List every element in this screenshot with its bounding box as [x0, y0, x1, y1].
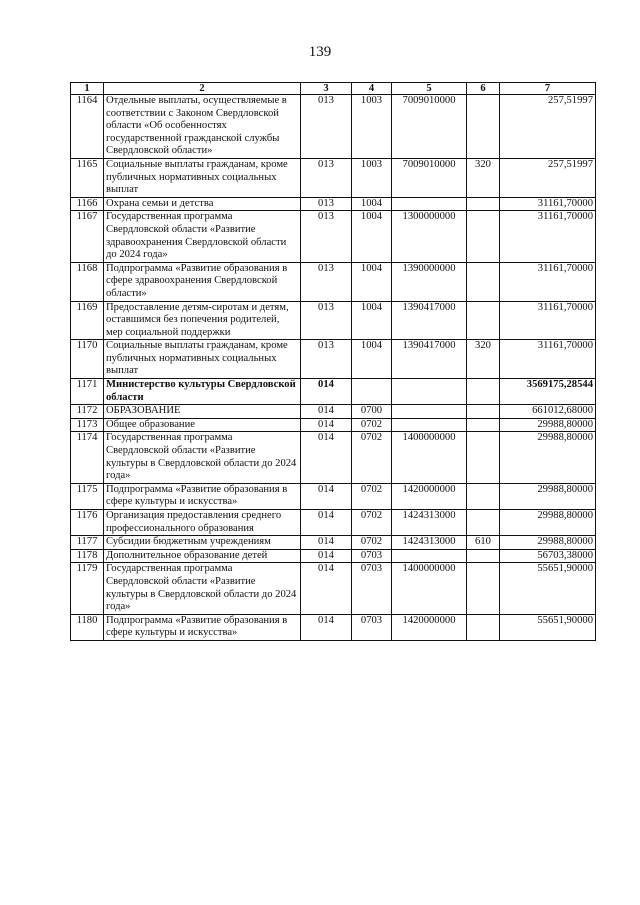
table-row: [71, 405, 596, 419]
row-amount: 31161,70000: [500, 262, 596, 301]
table-row: [71, 418, 596, 432]
row-target-article: 1400000000: [392, 563, 467, 614]
header-col-3: 3: [301, 83, 352, 95]
header-col-7: 7: [500, 83, 596, 95]
row-expense-type: [467, 614, 500, 640]
row-name: Подпрограмма «Развитие образования в сфере культуры и искусства»: [104, 483, 301, 509]
row-expense-type: [467, 483, 500, 509]
row-expense-type: [467, 405, 500, 419]
row-name: Отдельные выплаты, осуществляемые в соответствии с Законом Свердловской области «Об особенностях государственной гражданской службы Свердловской области»: [104, 95, 301, 159]
row-amount: 31161,70000: [500, 197, 596, 211]
row-expense-type: [467, 432, 500, 483]
row-code: 013: [301, 262, 352, 301]
row-code: 014: [301, 614, 352, 640]
row-target-article: [392, 405, 467, 419]
row-code: 013: [301, 301, 352, 340]
row-code: 013: [301, 340, 352, 379]
row-amount: 31161,70000: [500, 211, 596, 262]
row-number: 1170: [71, 340, 104, 379]
row-number: 1168: [71, 262, 104, 301]
row-target-article: 1390417000: [392, 301, 467, 340]
row-expense-type: 320: [467, 158, 500, 197]
table-header: [71, 83, 596, 95]
row-target-article: [392, 418, 467, 432]
row-amount: 29988,80000: [500, 483, 596, 509]
row-number: 1164: [71, 95, 104, 159]
row-section: [352, 379, 392, 405]
table-row: [71, 614, 596, 640]
row-code: 014: [301, 432, 352, 483]
row-number: 1165: [71, 158, 104, 197]
row-number: 1175: [71, 483, 104, 509]
row-code: 013: [301, 158, 352, 197]
row-amount: 29988,80000: [500, 510, 596, 536]
row-expense-type: [467, 563, 500, 614]
row-code: 013: [301, 95, 352, 159]
row-section: 0700: [352, 405, 392, 419]
row-name: Государственная программа Свердловской области «Развитие культуры в Свердловской области до 2024 года»: [104, 563, 301, 614]
row-amount: 56703,38000: [500, 549, 596, 563]
row-name: Организация предоставления среднего профессионального образования: [104, 510, 301, 536]
row-name: Подпрограмма «Развитие образования в сфере культуры и искусства»: [104, 614, 301, 640]
row-number: 1174: [71, 432, 104, 483]
row-target-article: 7009010000: [392, 95, 467, 159]
row-expense-type: [467, 379, 500, 405]
table-row: [71, 379, 596, 405]
header-col-4: 4: [352, 83, 392, 95]
header-col-6: 6: [467, 83, 500, 95]
row-section: 0702: [352, 536, 392, 550]
row-amount: 661012,68000: [500, 405, 596, 419]
row-expense-type: 320: [467, 340, 500, 379]
row-code: 014: [301, 510, 352, 536]
row-expense-type: [467, 211, 500, 262]
row-target-article: 1420000000: [392, 614, 467, 640]
row-section: 1003: [352, 95, 392, 159]
header-col-2: 2: [104, 83, 301, 95]
row-expense-type: [467, 510, 500, 536]
row-amount: 31161,70000: [500, 340, 596, 379]
row-section: 1004: [352, 262, 392, 301]
row-target-article: 7009010000: [392, 158, 467, 197]
row-code: 014: [301, 549, 352, 563]
row-target-article: 1420000000: [392, 483, 467, 509]
row-amount: 29988,80000: [500, 432, 596, 483]
row-section: 0702: [352, 432, 392, 483]
row-name: Предоставление детям-сиротам и детям, оставшимся без попечения родителей, мер социальной поддержки: [104, 301, 301, 340]
row-amount: 29988,80000: [500, 536, 596, 550]
row-number: 1172: [71, 405, 104, 419]
row-number: 1177: [71, 536, 104, 550]
row-name: Министерство культуры Свердловской области: [104, 379, 301, 405]
row-target-article: 1390000000: [392, 262, 467, 301]
row-amount: 31161,70000: [500, 301, 596, 340]
table-row: [71, 211, 596, 262]
row-section: 1004: [352, 301, 392, 340]
row-name: Государственная программа Свердловской области «Развитие культуры в Свердловской области до 2024 года»: [104, 432, 301, 483]
row-name: Подпрограмма «Развитие образования в сфере здравоохранения Свердловской области»: [104, 262, 301, 301]
table-row: [71, 536, 596, 550]
budget-table: [70, 82, 596, 641]
row-section: 1003: [352, 158, 392, 197]
row-name: Общее образование: [104, 418, 301, 432]
row-number: 1179: [71, 563, 104, 614]
row-expense-type: [467, 262, 500, 301]
row-expense-type: 610: [467, 536, 500, 550]
row-section: 1004: [352, 340, 392, 379]
row-target-article: [392, 197, 467, 211]
row-code: 013: [301, 197, 352, 211]
row-expense-type: [467, 549, 500, 563]
row-target-article: [392, 549, 467, 563]
row-section: 0702: [352, 483, 392, 509]
row-number: 1169: [71, 301, 104, 340]
table-body: [71, 95, 596, 641]
row-number: 1176: [71, 510, 104, 536]
row-amount: 3569175,28544: [500, 379, 596, 405]
row-target-article: 1300000000: [392, 211, 467, 262]
row-name: Социальные выплаты гражданам, кроме публичных нормативных социальных выплат: [104, 158, 301, 197]
row-number: 1180: [71, 614, 104, 640]
header-col-5: 5: [392, 83, 467, 95]
table-row: [71, 483, 596, 509]
table-row: [71, 158, 596, 197]
row-expense-type: [467, 197, 500, 211]
row-amount: 257,51997: [500, 158, 596, 197]
row-number: 1166: [71, 197, 104, 211]
table-row: [71, 197, 596, 211]
row-name: Дополнительное образование детей: [104, 549, 301, 563]
row-expense-type: [467, 418, 500, 432]
row-number: 1178: [71, 549, 104, 563]
table-row: [71, 301, 596, 340]
row-number: 1171: [71, 379, 104, 405]
row-code: 014: [301, 418, 352, 432]
row-section: 0702: [352, 418, 392, 432]
table-row: [71, 432, 596, 483]
row-number: 1167: [71, 211, 104, 262]
row-target-article: 1424313000: [392, 510, 467, 536]
row-section: 0703: [352, 563, 392, 614]
table-row: [71, 563, 596, 614]
header-col-1: 1: [71, 83, 104, 95]
row-section: 0703: [352, 614, 392, 640]
row-expense-type: [467, 95, 500, 159]
row-section: 0703: [352, 549, 392, 563]
header-row: [71, 83, 596, 95]
table-row: [71, 95, 596, 159]
row-name: Государственная программа Свердловской области «Развитие здравоохранения Свердловской области до 2024 года»: [104, 211, 301, 262]
table-row: [71, 262, 596, 301]
page-number: 139: [308, 44, 332, 60]
row-name: Социальные выплаты гражданам, кроме публичных нормативных социальных выплат: [104, 340, 301, 379]
table-row: [71, 340, 596, 379]
row-name: ОБРАЗОВАНИЕ: [104, 405, 301, 419]
row-code: 014: [301, 563, 352, 614]
row-code: 013: [301, 211, 352, 262]
row-section: 1004: [352, 197, 392, 211]
row-amount: 257,51997: [500, 95, 596, 159]
row-target-article: 1424313000: [392, 536, 467, 550]
row-target-article: [392, 379, 467, 405]
row-code: 014: [301, 379, 352, 405]
row-expense-type: [467, 301, 500, 340]
row-code: 014: [301, 536, 352, 550]
row-section: 0702: [352, 510, 392, 536]
row-number: 1173: [71, 418, 104, 432]
table-row: [71, 510, 596, 536]
row-amount: 29988,80000: [500, 418, 596, 432]
table-row: [71, 549, 596, 563]
row-amount: 55651,90000: [500, 614, 596, 640]
row-target-article: 1400000000: [392, 432, 467, 483]
row-name: Охрана семьи и детства: [104, 197, 301, 211]
row-code: 014: [301, 483, 352, 509]
row-section: 1004: [352, 211, 392, 262]
row-target-article: 1390417000: [392, 340, 467, 379]
row-code: 014: [301, 405, 352, 419]
row-name: Субсидии бюджетным учреждениям: [104, 536, 301, 550]
row-amount: 55651,90000: [500, 563, 596, 614]
